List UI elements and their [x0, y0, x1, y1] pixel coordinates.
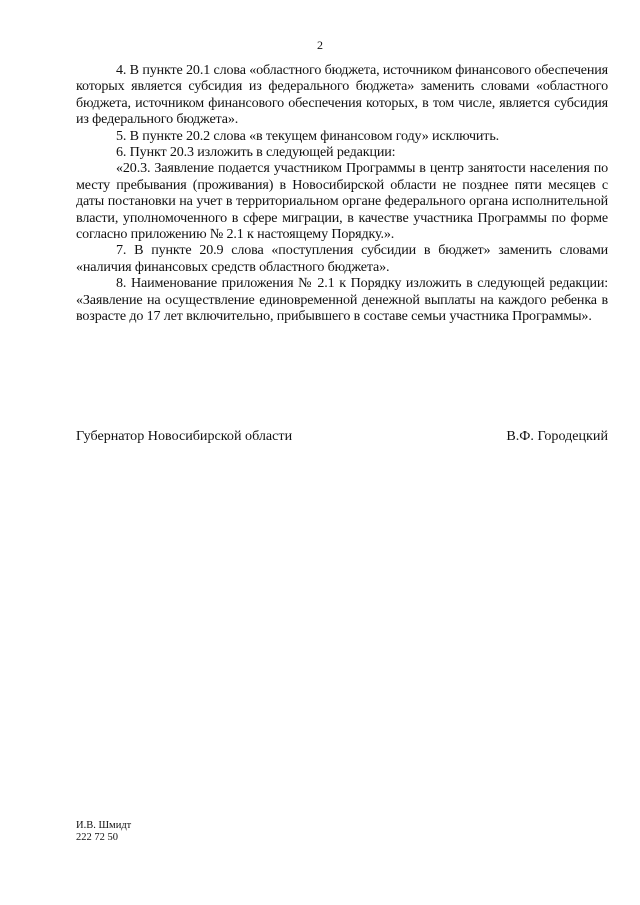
paragraph-item-8: 8. Наименование приложения № 2.1 к Порядку изложить в следующей редакции: «Заявление на осуществление единовременной денежной выплаты на каждого ребенка в возрасте до 17 лет включительно, прибывшего в составе семьи участника Программы».: [76, 275, 608, 325]
paragraph-item-5: 5. В пункте 20.2 слова «в текущем финансовом году» исключить.: [116, 127, 499, 144]
paragraph-quoted-20-3: «20.3. Заявление подается участником Программы в центр занятости населения по месту пребывания (проживания) в Новосибирской области не позднее пяти месяцев с даты постановки на учет в территориальном органе федерального органа исполнительной власти, уполномоченного в сфере миграции, в качестве участника Программы по форме согласно приложению № 2.1 к настоящему Порядку.».: [76, 160, 608, 243]
executor-phone: 222 72 50: [76, 832, 118, 843]
document-body: [76, 62, 608, 325]
executor-block: [76, 820, 131, 844]
paragraph-item-4: 4. В пункте 20.1 слова «областного бюджета, источником финансового обеспечения которых является субсидия из федерального бюджета» заменить словами «областного бюджета, источником финансового обеспечения которых, в том числе, является субсидия из федерального бюджета».: [76, 62, 608, 128]
executor-name: И.В. Шмидт: [76, 820, 132, 831]
page-number: 2: [317, 38, 323, 52]
paragraph-item-6: 6. Пункт 20.3 изложить в следующей редакции:: [116, 144, 396, 161]
signer-position: Губернатор Новосибирской области: [76, 428, 293, 444]
paragraph-item-7: 7. В пункте 20.9 слова «поступления субсидии в бюджет» заменить словами «наличия финансовых средств областного бюджета».: [76, 242, 608, 275]
signer-name: В.Ф. Городецкий: [506, 428, 608, 444]
